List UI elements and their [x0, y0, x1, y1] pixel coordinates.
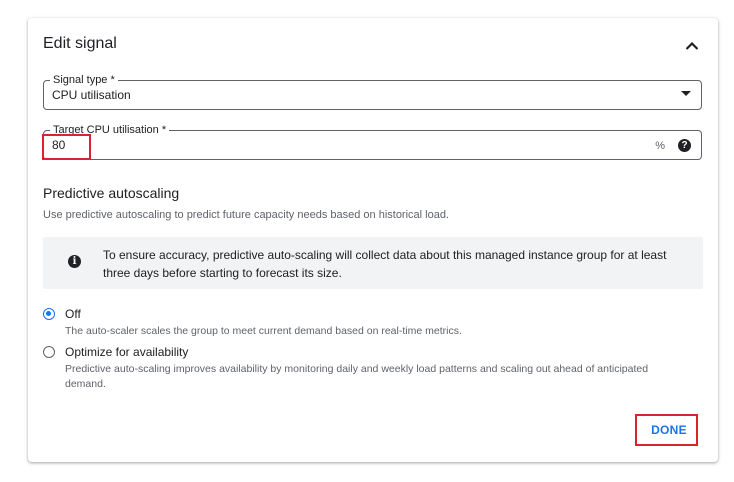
dropdown-arrow-icon	[681, 91, 691, 96]
radio-optimize-label: Optimize for availability	[65, 345, 189, 359]
radio-optimize[interactable]	[43, 346, 55, 358]
target-cpu-label: Target CPU utilisation *	[50, 123, 169, 137]
help-icon[interactable]: ?	[678, 139, 691, 152]
target-cpu-field[interactable]	[43, 124, 702, 160]
edit-signal-card	[28, 18, 718, 462]
done-button[interactable]: DONE	[651, 423, 687, 437]
radio-off-description: The auto-scaler scales the group to meet current demand based on real-time metrics.	[65, 325, 462, 337]
radio-off[interactable]	[43, 308, 55, 320]
chevron-up-icon	[685, 41, 699, 51]
panel-title: Edit signal	[43, 35, 117, 52]
signal-type-select[interactable]	[43, 74, 702, 110]
radio-off-label: Off	[65, 307, 81, 321]
signal-type-value: CPU utilisation	[52, 88, 131, 102]
info-banner-text: To ensure accuracy, predictive auto-scaling will collect data about this managed instance group for at least three days before starting to forecast its size.	[103, 248, 667, 280]
target-cpu-input[interactable]: 80	[52, 138, 66, 152]
radio-optimize-description: Predictive auto-scaling improves availability by monitoring daily and weekly load patterns and scaling out ahead of anticipated demand.	[65, 363, 649, 390]
info-banner	[43, 237, 703, 289]
collapse-button[interactable]	[682, 36, 702, 56]
predictive-autoscaling-title: Predictive autoscaling	[43, 185, 180, 201]
signal-type-label: Signal type *	[50, 73, 118, 87]
info-icon: i	[68, 255, 81, 268]
predictive-autoscaling-description: Use predictive autoscaling to predict future capacity needs based on historical load.	[43, 209, 450, 221]
unit-label: %	[655, 140, 665, 152]
